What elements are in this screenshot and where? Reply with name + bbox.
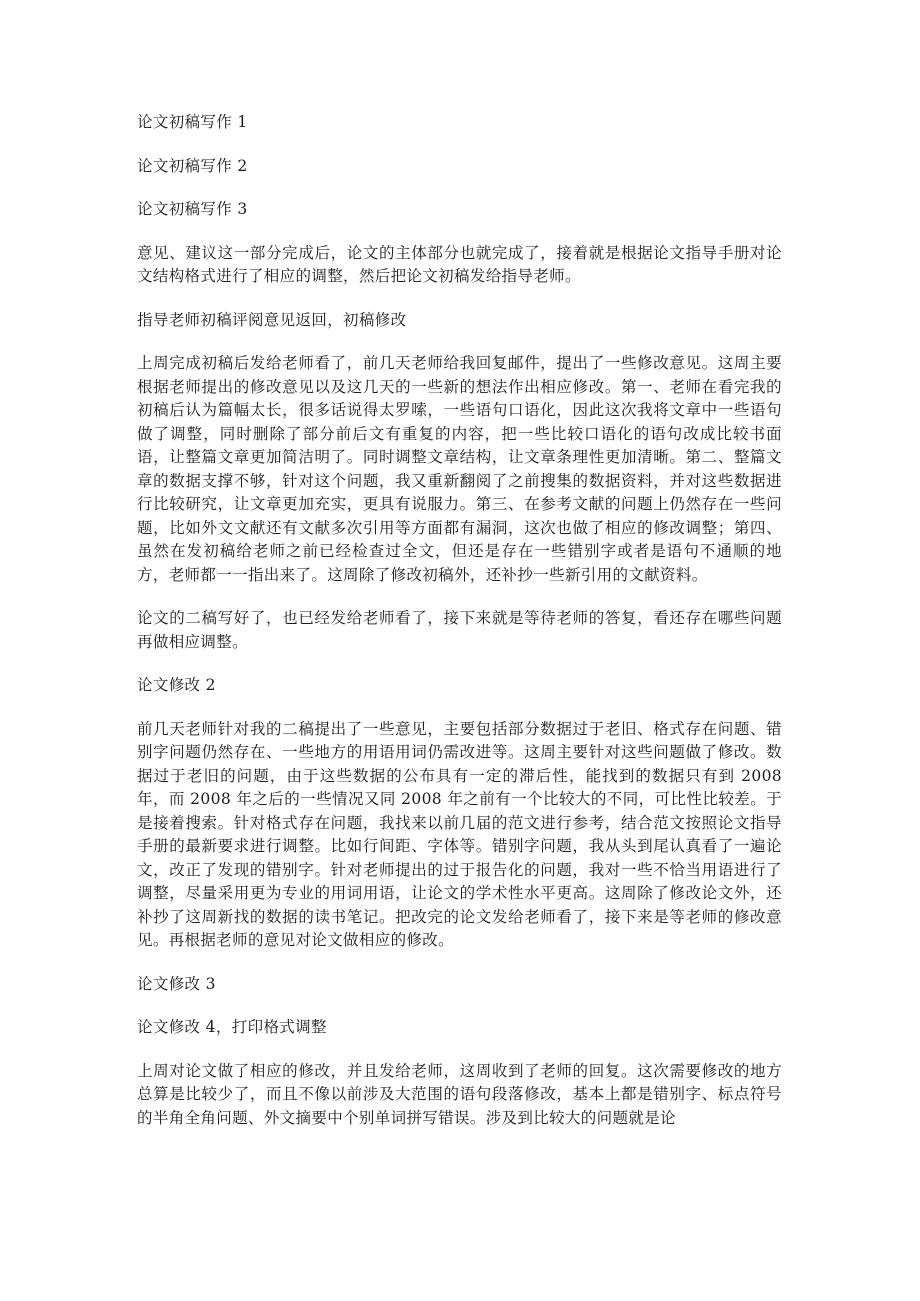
section-heading: 论文初稿写作 1: [137, 113, 248, 131]
section-heading: 论文初稿写作 3: [137, 200, 248, 218]
body-paragraph: 上周完成初稿后发给老师看了，前几天老师给我回复邮件，提出了一些修改意见。这周主要根据老师提出的修改意见以及这几天的一些新的想法作出相应修改。第一、老师在看完我的初稿后认为篇幅太长，很多话说得太罗嗦，一些语句口语化，因此这次我将文章中一些语句做了调整，同时删除了部分前后文有重复的内容，把一些比较口语化的语句改成比较书面语，让整篇文章更加简洁明了。同时调整文章结构，让文章条理性更加清晰。第二、整篇文章的数据支撑不够，针对这个问题，我又重新翻阅了之前搜集的数据资料，并对这些数据进行比较研究，让文章更加充实，更具有说服力。第三、在参考文献的问题上仍然存在一些问题，比如外文文献还有文献多次引用等方面都有漏洞，这次也做了相应的修改调整；第四、虽然在发初稿给老师之前已经检查过全文，但还是存在一些错别字或者是语句不通顺的地方，老师都一一指出来了。这周除了修改初稿外，还补抄一些新引用的文献资料。: [137, 354, 782, 584]
section-heading: 论文修改 2: [137, 676, 216, 694]
body-paragraph: 意见、建议这一部分完成后，论文的主体部分也就完成了，接着就是根据论文指导手册对论文结构格式进行了相应的调整，然后把论文初稿发给指导老师。: [137, 243, 782, 285]
section-heading: 论文修改 3: [137, 974, 216, 993]
body-paragraph: 上周对论文做了相应的修改，并且发给老师，这周收到了老师的回复。这次需要修改的地方总算是比较少了，而且不像以前涉及大范围的语句段落修改，基本上都是错别字、标点符号的半角全角问题、外文摘要中个别单词拼写错误。涉及到比较大的问题就是论: [137, 1061, 782, 1127]
section-heading: 论文初稿写作 2: [137, 156, 248, 175]
section-heading: 论文修改 4，打印格式调整: [137, 1018, 327, 1036]
body-paragraph: 论文的二稿写好了，也已经发给老师看了，接下来就是等待老师的答复，看还存在哪些问题再做相应调整。: [137, 609, 782, 651]
body-paragraph: 前几天老师针对我的二稿提出了一些意见，主要包括部分数据过于老旧、格式存在问题、错别字问题仍然存在、一些地方的用语用词仍需改进等。这周主要针对这些问题做了修改。数据过于老旧的问题，由于这些数据的公布具有一定的滞后性，能找到的数据只有到 2008 年，而 2008 年之后的一些情况又同 2008 年之前有一个比较大的不同，可比性比较差。于是接着搜索。针对格式存在问题，我找来以前几届的范文进行参考，结合范文按照论文指导手册的最新要求进行调整。比如行间距、字体等。错别字问题，我从头到尾认真看了一遍论文，改正了发现的错别字。针对老师提出的过于报告化的问题，我对一些不恰当用语进行了调整，尽量采用更为专业的用词用语，让论文的学术性水平更高。这周除了修改论文外，还补抄了这周新找的数据的读书笔记。把改完的论文发给老师看了，接下来是等老师的修改意见。再根据老师的意见对论文做相应的修改。: [137, 719, 782, 949]
document-body: [137, 111, 782, 1150]
section-heading: 指导老师初稿评阅意见返回，初稿修改: [137, 310, 407, 329]
